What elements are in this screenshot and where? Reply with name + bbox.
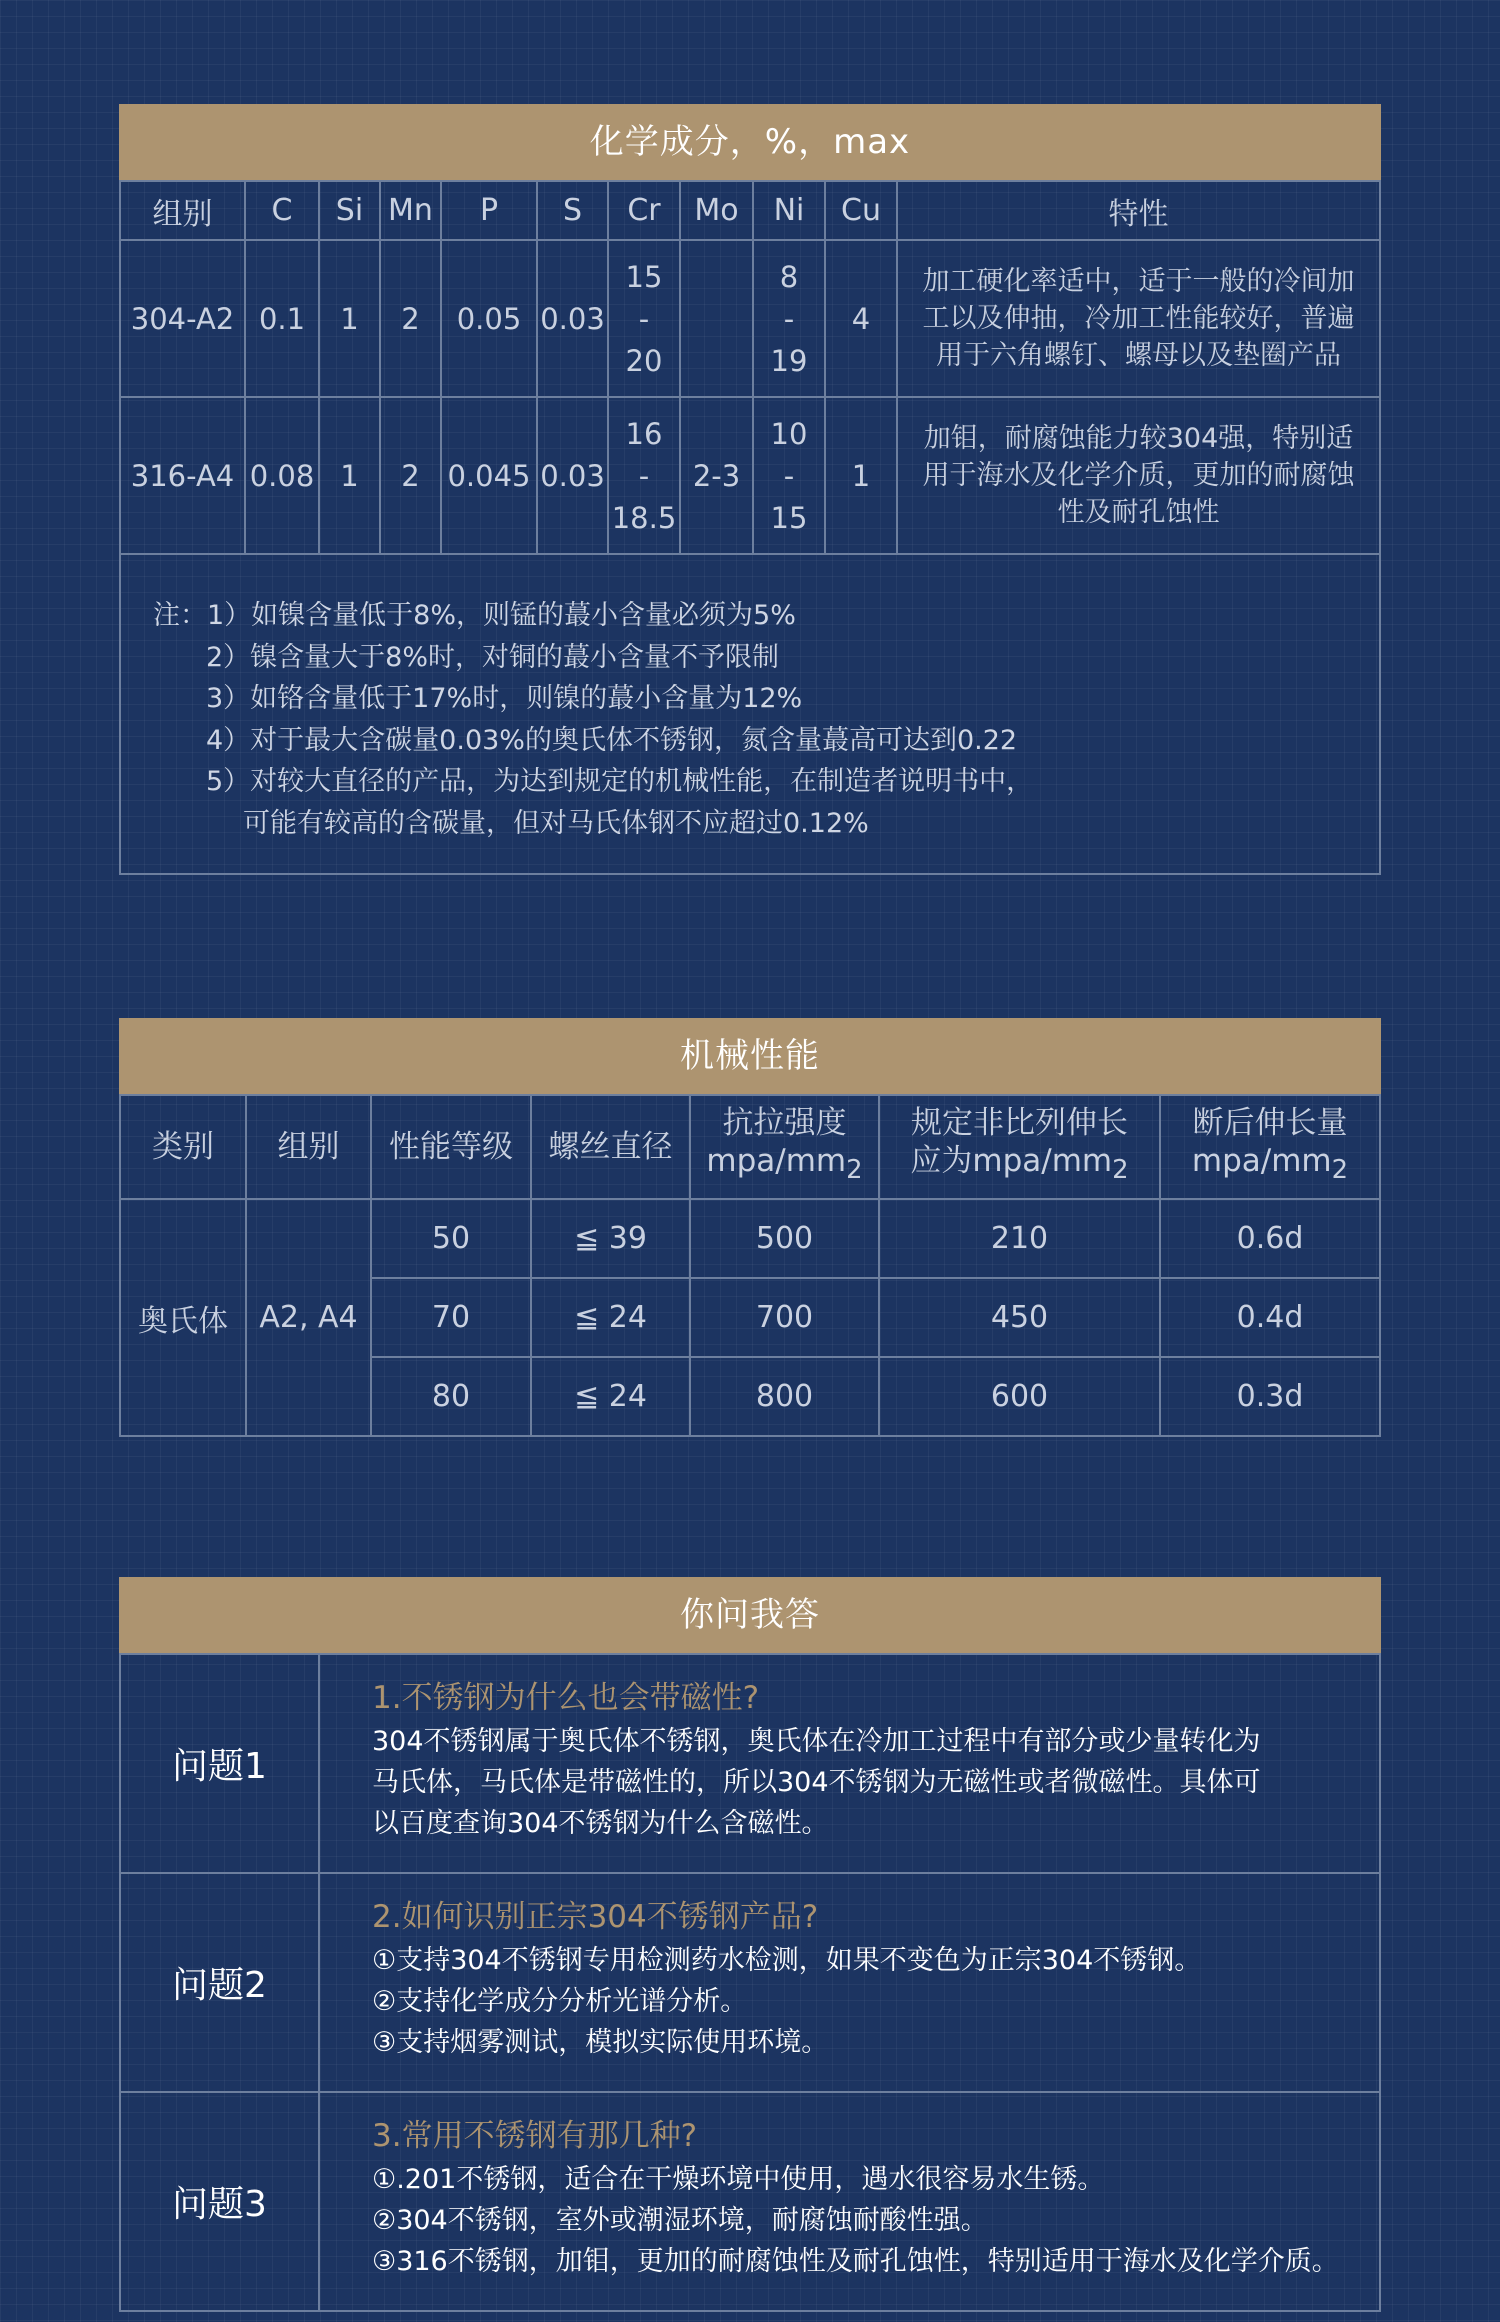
mech-section [119,1018,1381,1437]
yield-cell: 450 [879,1278,1160,1357]
diameter-cell: ≦ 24 [531,1278,690,1357]
ni-dash: - [783,301,795,336]
note-line: 注：1）如镍含量低于8%，则锰的蕞小含量必须为5% [153,600,796,631]
chem-table [119,180,1381,555]
diameter-cell: ≦ 39 [531,1199,690,1278]
note-line: 5）对较大直径的产品，为达到规定的机械性能，在制造者说明书中， [206,766,1034,797]
c-cell: 0.1 [245,240,319,397]
p-cell: 0.045 [441,397,537,554]
chem-header: Cu [825,181,897,240]
grade-cell: A2, A4 [246,1199,371,1436]
level-cell: 50 [371,1199,531,1278]
mech-header-diameter: 螺丝直径 [531,1095,690,1199]
elong-cell: 0.3d [1160,1357,1380,1436]
chem-notes [119,555,1381,875]
cu-cell: 4 [825,240,897,397]
s-cell: 0.03 [537,240,608,397]
si-cell: 1 [319,397,380,554]
s-cell: 0.03 [537,397,608,554]
answer-line: 以百度查询304不锈钢为什么含磁性。 [372,1808,829,1839]
answer-line: ③支持烟雾测试，模拟实际使用环境。 [372,2027,829,2058]
answer-line: ②304不锈钢，室外或潮湿环境，耐腐蚀耐酸性强。 [372,2205,988,2236]
ni-cell [753,397,825,554]
cu-cell: 1 [825,397,897,554]
ni-dash: - [783,458,795,493]
unit-text: 应为mpa/mm [910,1143,1113,1180]
question-content [319,1873,1380,2092]
answer-line: ①.201不锈钢，适合在干燥环境中使用，遇水很容易水生锈。 [372,2164,1105,2195]
grade-cell: 316-A4 [120,397,245,554]
property-line: 工以及伸抽，冷加工性能较好，普遍 [922,303,1355,334]
faq-title: 你问我答 [119,1577,1381,1653]
property-cell [897,397,1380,554]
answer-line: 304不锈钢属于奥氏体不锈钢，奥氏体在冷加工过程中有部分或少量转化为 [372,1726,1261,1757]
ni-min: 10 [770,416,808,451]
header-line: 断后伸长量 [1192,1105,1348,1142]
mech-header-row [120,1095,1380,1199]
ni-cell [753,240,825,397]
question-title: 3.常用不锈钢有那几种? [372,2118,698,2154]
property-cell [897,240,1380,397]
mech-row [120,1199,1380,1278]
mn-cell: 2 [380,397,441,554]
ni-max: 19 [770,343,808,378]
tensile-cell: 800 [690,1357,879,1436]
chem-header: C [245,181,319,240]
yield-cell: 600 [879,1357,1160,1436]
answer-line: ③316不锈钢，加钼，更加的耐腐蚀性及耐孔蚀性，特别适用于海水及化学介质。 [372,2246,1339,2277]
si-cell: 1 [319,240,380,397]
chem-header-row [120,181,1380,240]
note-line: 2）镍含量大于8%时，对铜的蕞小含量不予限制 [206,641,780,673]
cr-dash: - [638,458,650,493]
elong-cell: 0.6d [1160,1199,1380,1278]
chem-section [119,104,1381,875]
grade-cell: 304-A2 [120,240,245,397]
cr-min: 16 [625,416,663,451]
diameter-cell: ≦ 24 [531,1357,690,1436]
mech-header-level: 性能等级 [371,1095,531,1199]
question-content [319,2092,1380,2311]
chem-row [120,240,1380,397]
answer-line: ②支持化学成分分析光谱分析。 [372,1986,748,2017]
question-content [319,1654,1380,1873]
c-cell: 0.08 [245,397,319,554]
faq-table [119,1653,1381,2312]
cr-min: 15 [625,259,663,294]
header-unit [691,1142,878,1189]
category-cell: 奥氏体 [120,1199,246,1436]
cr-max: 18.5 [611,500,677,535]
note-line: 4）对于最大含碳量0.03%的奥氏体不锈钢，氮含量蕞高可达到0.22 [206,724,1018,756]
answer-line: ①支持304不锈钢专用检测药水检测，如果不变色为正宗304不锈钢。 [372,1945,1202,1976]
mech-title: 机械性能 [119,1018,1381,1094]
note-line: 可能有较高的含碳量，但对马氏体钢不应超过0.12% [243,807,869,839]
chem-header: Ni [753,181,825,240]
yield-cell: 210 [879,1199,1160,1278]
cr-max: 20 [625,343,663,378]
cr-cell [608,397,680,554]
property-line: 用于海水及化学介质，更加的耐腐蚀 [922,460,1355,491]
question-label: 问题3 [120,2092,319,2311]
unit-sub: 2 [846,1155,863,1186]
chem-header: Mo [680,181,753,240]
question-title: 2.如何识别正宗304不锈钢产品? [372,1899,819,1935]
unit-sub: 2 [1331,1155,1349,1186]
mech-header-grade: 组别 [246,1095,371,1199]
header-line: 抗拉强度 [722,1105,847,1142]
header-unit [1161,1142,1379,1189]
property-line: 加工硬化率适中，适于一般的冷间加 [922,266,1355,297]
header-line: 规定非比列伸长 [911,1105,1128,1142]
chem-header: S [537,181,608,240]
unit-text: mpa/mm [1191,1143,1332,1180]
property-line: 用于六角螺钉、螺母以及垫圈产品 [936,340,1341,371]
level-cell: 70 [371,1278,531,1357]
chem-header: Mn [380,181,441,240]
property-line: 加钼，耐腐蚀能力较304强，特别适 [923,423,1354,454]
header-unit [880,1142,1159,1189]
chem-header: 组别 [120,181,245,240]
question-title: 1.不锈钢为什么也会带磁性? [372,1680,760,1716]
faq-row [120,2092,1380,2311]
ni-max: 15 [770,500,808,535]
mech-header-category: 类别 [120,1095,246,1199]
faq-section [119,1577,1381,2312]
question-label: 问题2 [120,1873,319,2092]
tensile-cell: 500 [690,1199,879,1278]
chem-header: Cr [608,181,680,240]
unit-sub: 2 [1112,1155,1129,1186]
answer-line: 马氏体，马氏体是带磁性的，所以304不锈钢为无磁性或者微磁性。具体可 [372,1767,1261,1798]
faq-row [120,1654,1380,1873]
question-label: 问题1 [120,1654,319,1873]
unit-text: mpa/mm [706,1143,847,1180]
level-cell: 80 [371,1357,531,1436]
mech-table [119,1094,1381,1437]
cr-cell [608,240,680,397]
mn-cell: 2 [380,240,441,397]
chem-title: 化学成分，%，max [119,104,1381,180]
mo-cell: 2-3 [680,397,753,554]
tensile-cell: 700 [690,1278,879,1357]
mech-header-elong [1160,1095,1380,1199]
ni-min: 8 [779,259,799,294]
elong-cell: 0.4d [1160,1278,1380,1357]
faq-row [120,1873,1380,2092]
chem-header: Si [319,181,380,240]
chem-header: P [441,181,537,240]
cr-dash: - [638,301,650,336]
mech-header-yield [879,1095,1160,1199]
chem-header: 特性 [897,181,1380,240]
p-cell: 0.05 [441,240,537,397]
note-line: 3）如铬含量低于17%时，则镍的蕞小含量为12% [206,683,803,714]
mech-header-tensile [690,1095,879,1199]
property-line: 性及耐孔蚀性 [1057,497,1220,528]
mo-cell [680,240,753,397]
chem-row [120,397,1380,554]
